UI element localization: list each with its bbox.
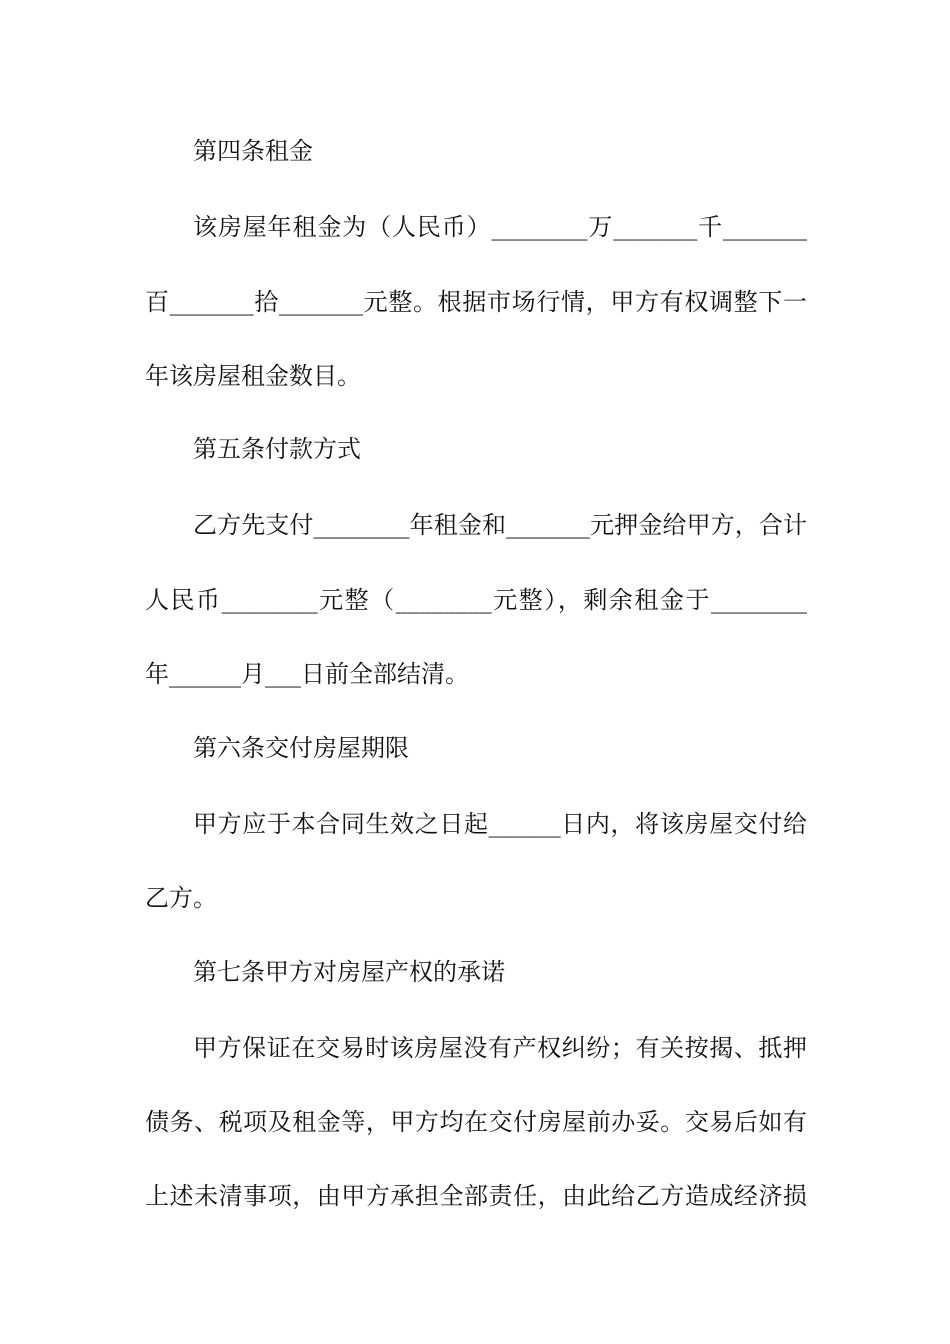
- paragraph-line: 年______月___日前全部结清。: [145, 660, 469, 688]
- article-5-heading: 第五条付款方式: [193, 435, 361, 463]
- paragraph-line: 该房屋年租金为（人民币）________万_______千_______: [193, 213, 807, 241]
- paragraph-line: 百_______拾_______元整。根据市场行情，甲方有权调整下一: [145, 288, 807, 316]
- article-6-heading: 第六条交付房屋期限: [193, 734, 409, 762]
- paragraph-line: 年该房屋租金数目。: [145, 362, 361, 390]
- paragraph-line: 乙方先支付________年租金和_______元押金给甲方，合计: [193, 511, 807, 539]
- paragraph-line: 上述未清事项，由甲方承担全部责任，由此给乙方造成经济损: [145, 1182, 807, 1210]
- paragraph-line: 债务、税项及租金等，甲方均在交付房屋前办妥。交易后如有: [145, 1108, 807, 1136]
- article-7-heading: 第七条甲方对房屋产权的承诺: [193, 958, 505, 986]
- paragraph-line: 乙方。: [145, 884, 217, 912]
- paragraph-line: 甲方保证在交易时该房屋没有产权纠纷；有关按揭、抵押: [193, 1034, 807, 1062]
- paragraph-line: 甲方应于本合同生效之日起______日内，将该房屋交付给: [193, 810, 807, 838]
- paragraph-line: 人民币________元整（________元整），剩余租金于________: [145, 586, 807, 614]
- article-4-heading: 第四条租金: [193, 137, 313, 165]
